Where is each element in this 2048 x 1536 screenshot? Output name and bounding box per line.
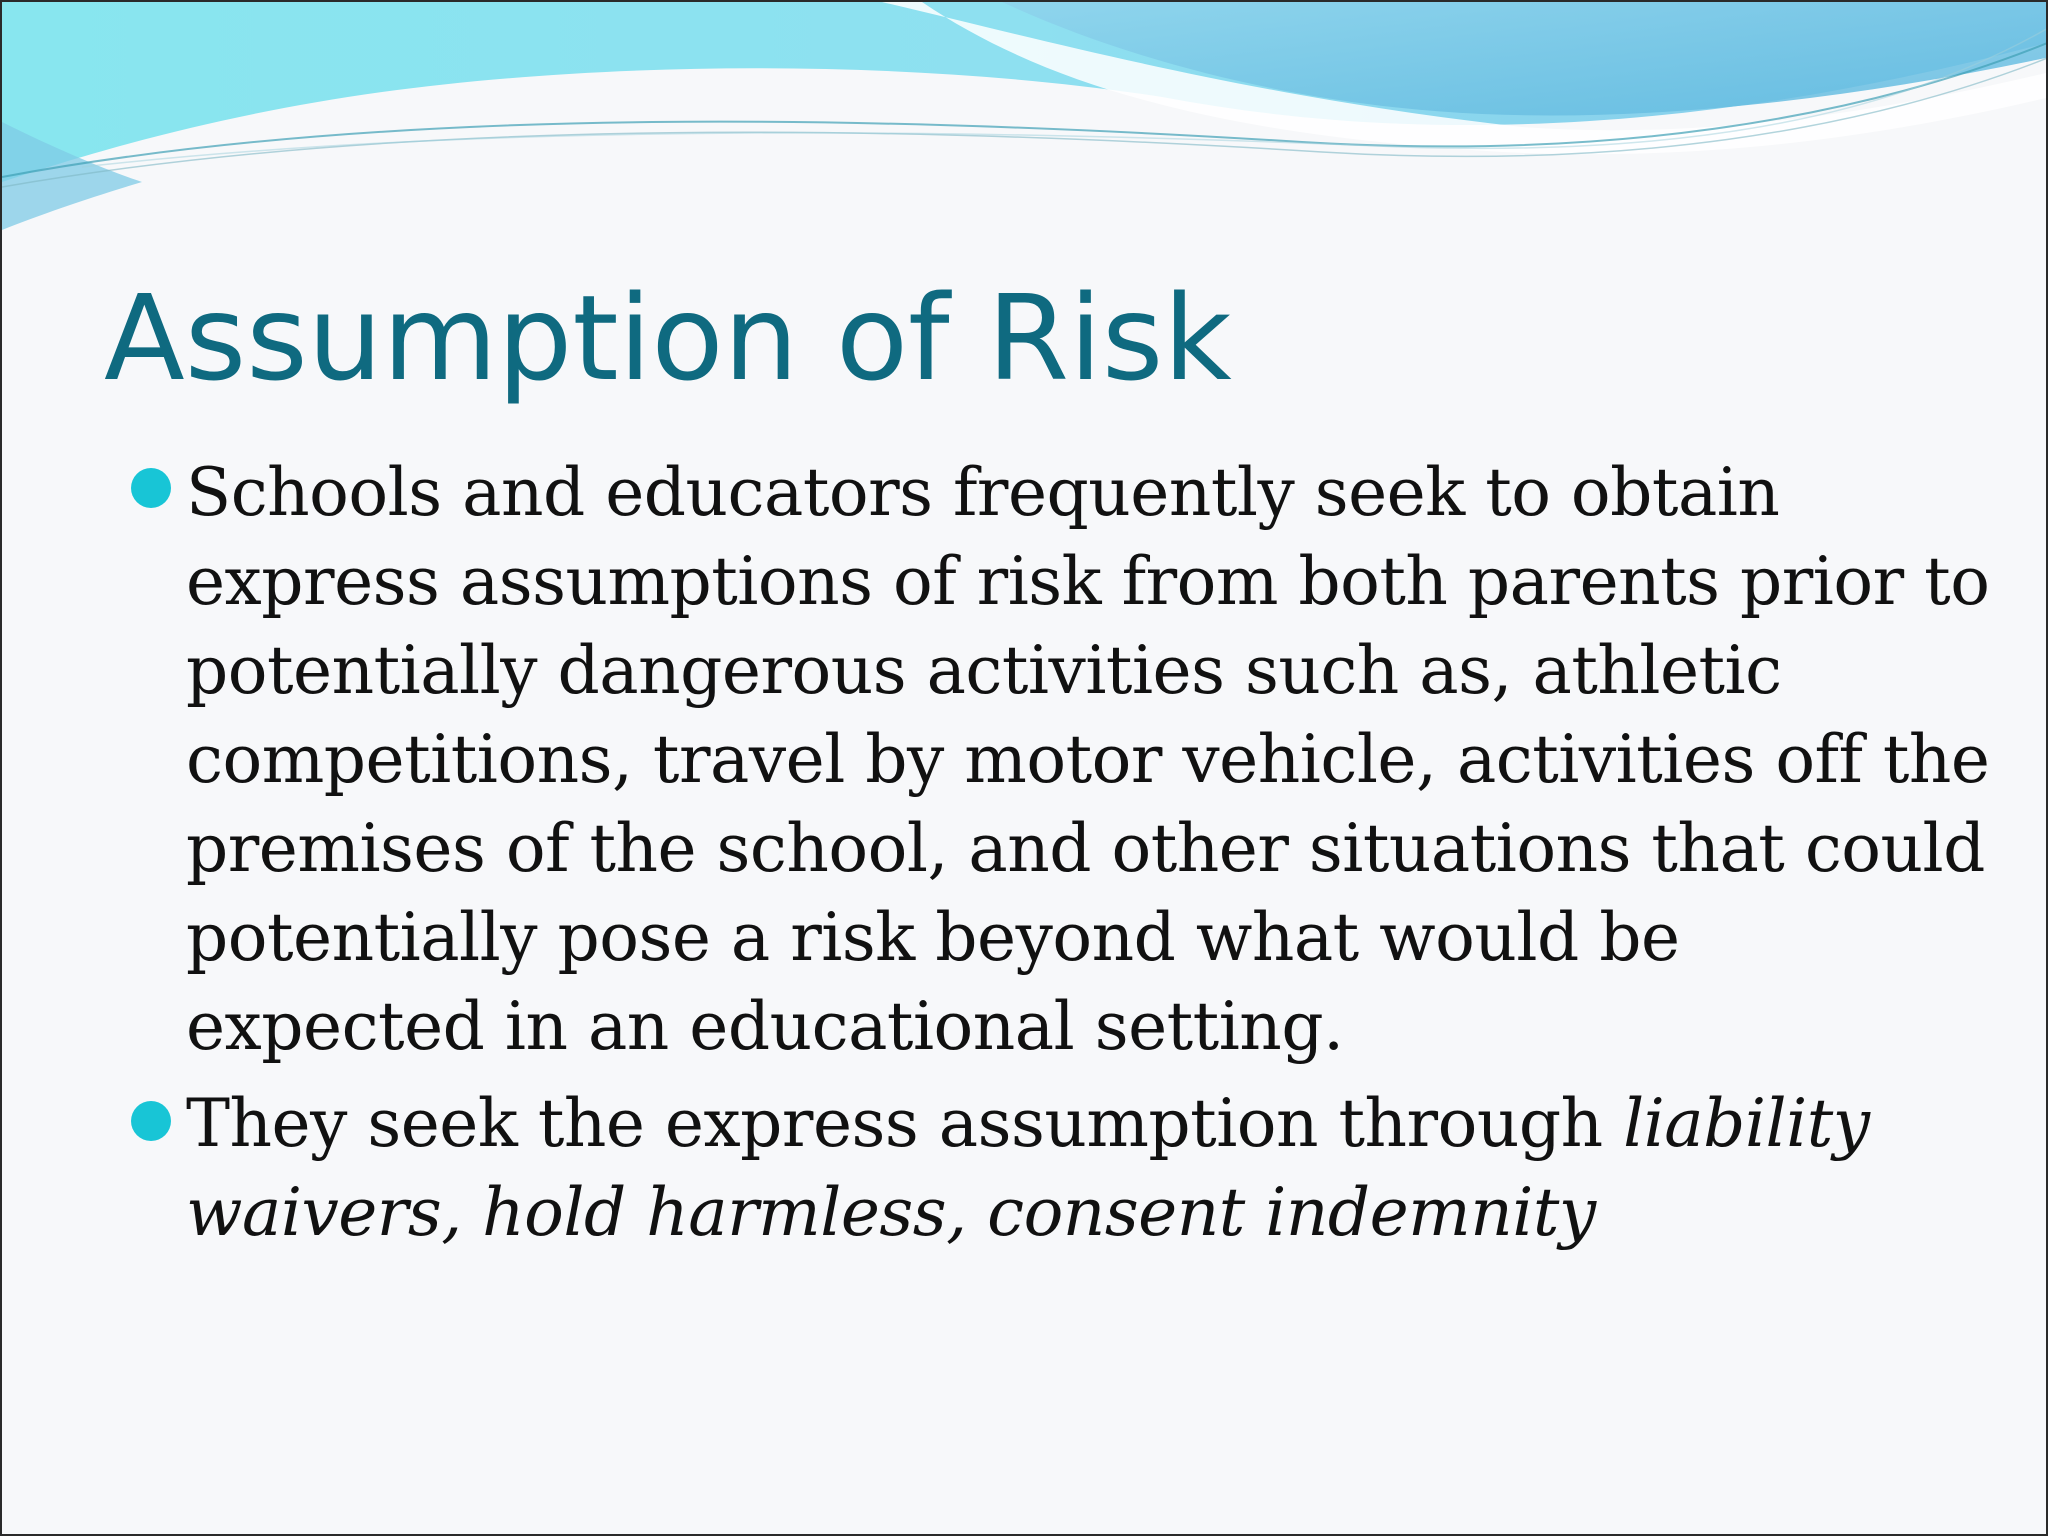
bullet-dot-icon bbox=[131, 1101, 171, 1141]
bullet-list bbox=[2, 448, 2048, 1261]
wave-header-decoration bbox=[2, 2, 2048, 242]
bullet-text: Schools and educators frequently seek to obtain express assumptions of risk from both parents prior to potentially dangerous activities such as, athletic competitions, travel by motor vehicle, activities off the premises of the school, and other situations that could potentially pose a risk beyond what would be expected in an educational setting. bbox=[186, 454, 1990, 1065]
bullet-item bbox=[2, 1079, 2048, 1257]
bullet-item bbox=[2, 448, 2048, 1071]
bullet-italic-text: liability waivers, hold harmless, consent indemnity bbox=[186, 1085, 1870, 1251]
bullet-dot-icon bbox=[131, 468, 171, 508]
bullet-text: They seek the express assumption through bbox=[186, 1085, 1624, 1162]
slide-title: Assumption of Risk bbox=[104, 269, 1232, 407]
